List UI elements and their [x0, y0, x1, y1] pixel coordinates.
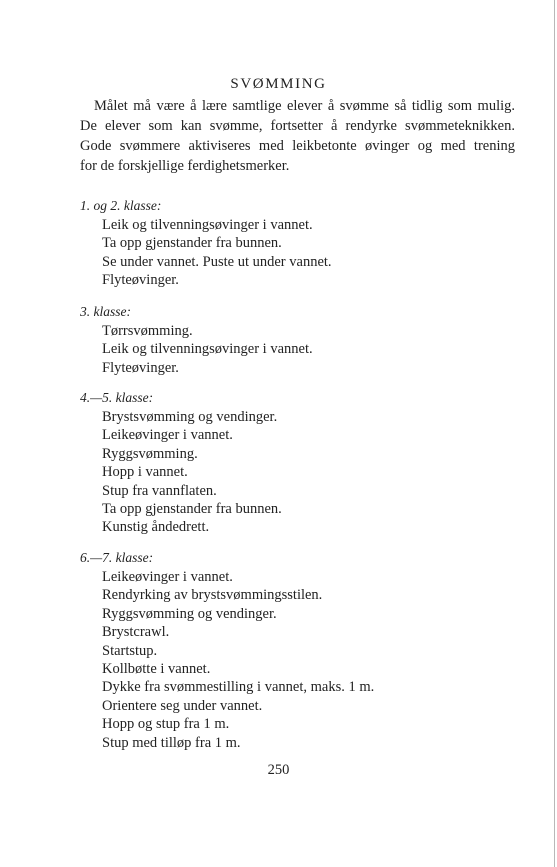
list-item: Ryggsvømming.	[102, 445, 198, 462]
list-item: Leikeøvinger i vannet.	[102, 569, 233, 585]
section-heading: 4.—5. klasse:	[80, 390, 154, 405]
intro-line: De elever som kan svømme, fortsetter å rendyrke svømmeteknikken.	[80, 118, 515, 134]
section-heading: 1. og 2. klasse:	[80, 198, 162, 213]
list-item: Startstup.	[102, 642, 158, 659]
intro-line: for de forskjellige ferdighetsmerker.	[80, 158, 290, 174]
list-item: Hopp og stup fra 1 m.	[102, 716, 230, 733]
list-item: Leikeøvinger i vannet.	[102, 427, 233, 444]
section-grade-4-5	[80, 388, 282, 537]
intro-line: Målet må være å lære samtlige elever å svømme så tidlig som mulig.	[94, 98, 515, 114]
list-item: Tørrsvømming.	[102, 323, 193, 339]
section-heading: 3. klasse:	[80, 304, 131, 319]
list-item: Brystcrawl.	[102, 624, 170, 641]
list-item: Dykke fra svømmestilling i vannet, maks. 1 m.	[102, 679, 375, 696]
list-item: Orientere seg under vannet.	[102, 697, 263, 714]
list-item: Stup fra vannflaten.	[102, 482, 217, 499]
list-item: Stup med tilløp fra 1 m.	[102, 734, 241, 751]
page-number: 250	[267, 762, 290, 778]
intro-line: Gode svømmere aktiviseres med leikbetonte øvinger og med trening	[80, 138, 515, 154]
list-item: Ta opp gjenstander fra bunnen.	[102, 500, 282, 517]
list-item: Flyteøvinger.	[102, 272, 179, 289]
list-item: Ta opp gjenstander fra bunnen.	[102, 235, 282, 252]
page-title: SVØMMING	[230, 76, 327, 92]
list-item: Brystsvømming og vendinger.	[102, 409, 278, 425]
intro-paragraph	[80, 96, 515, 176]
list-item: Rendyrking av brystsvømmingsstilen.	[102, 587, 323, 604]
section-grade-6-7	[80, 548, 374, 752]
page-edge-line	[554, 0, 555, 867]
list-item: Leik og tilvenningsøvinger i vannet.	[102, 217, 313, 233]
list-item: Kollbøtte i vannet.	[102, 660, 211, 677]
list-item: Leik og tilvenningsøvinger i vannet.	[102, 341, 313, 358]
list-item: Kunstig åndedrett.	[102, 519, 210, 536]
list-item: Se under vannet. Puste ut under vannet.	[102, 253, 332, 270]
list-item: Hopp i vannet.	[102, 464, 188, 481]
section-grade-3	[80, 302, 313, 377]
list-item: Ryggsvømming og vendinger.	[102, 605, 277, 622]
section-heading: 6.—7. klasse:	[80, 550, 154, 565]
list-item: Flyteøvinger.	[102, 359, 179, 376]
section-grade-1-2	[80, 196, 332, 290]
